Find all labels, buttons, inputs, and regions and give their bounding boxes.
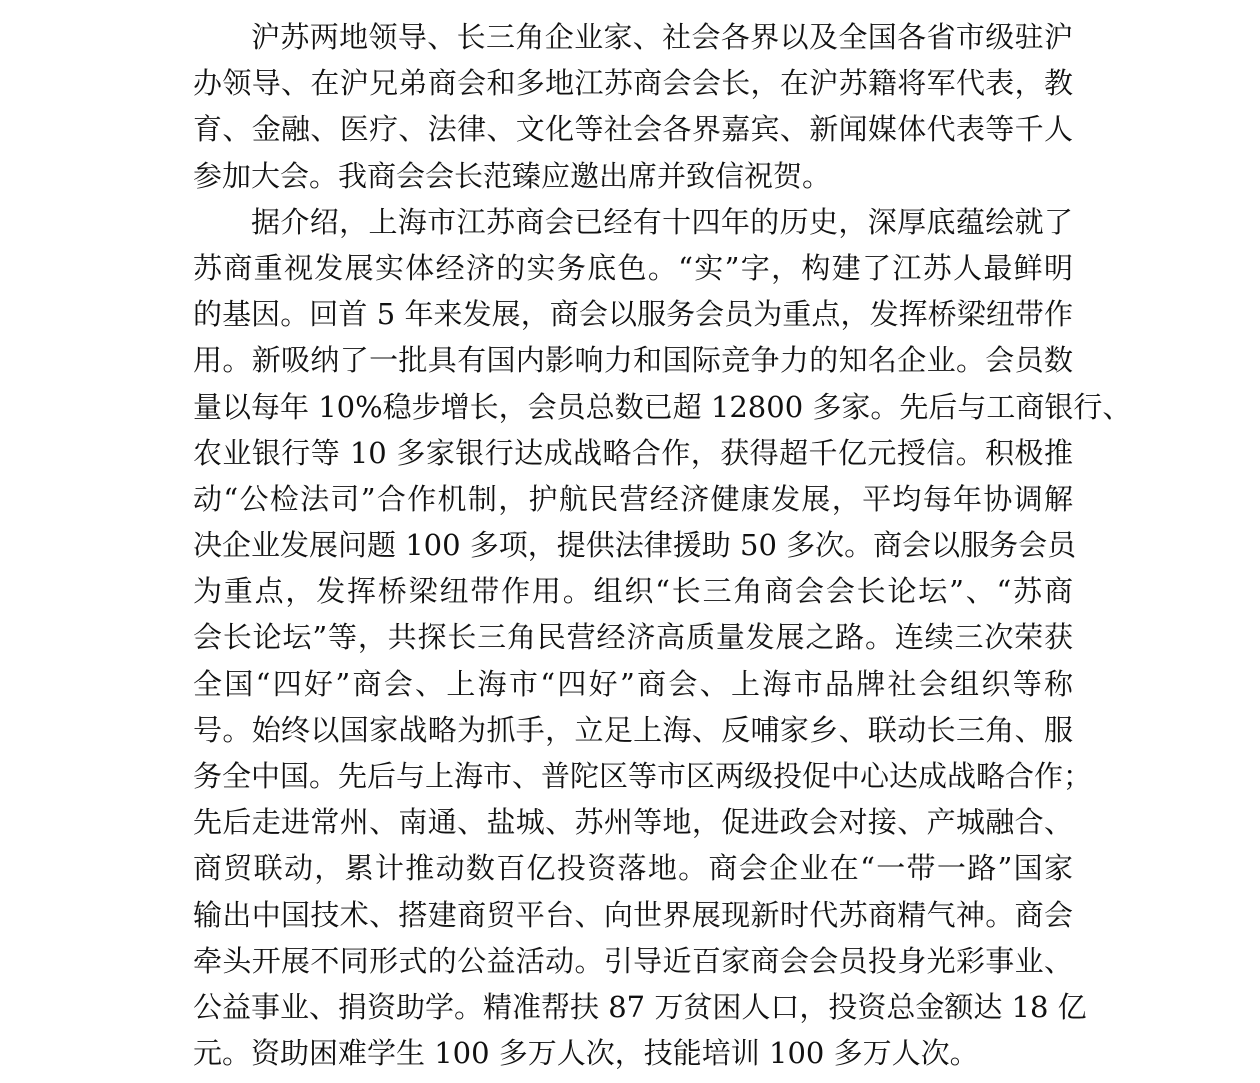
text-line: 参加大会。我商会会长范臻应邀出席并致信祝贺。 [193,158,832,193]
text-line: 全国“四好”商会、上海市“四好”商会、上海市品牌社会组织等称 [193,666,1073,701]
text-line: 动“公检法司”合作机制，护航民营经济健康发展，平均每年协调解 [193,481,1073,516]
text-line: 务全中国。先后与上海市、普陀区等市区两级投促中心达成战略合作； [193,759,1093,793]
text-line: 公益事业、捐资助学。精准帮扶 87 万贫困人口，投资总金额达 18 亿 [193,989,1087,1024]
text-line: 办领导、在沪兄弟商会和多地江苏商会会长，在沪苏籍将军代表，教 [193,66,1073,101]
text-line: 沪苏两地领导、长三角企业家、社会各界以及全国各省市级驻沪 [251,20,1073,54]
text-line: 的基因。回首 5 年来发展，商会以服务会员为重点，发挥桥梁纽带作 [193,297,1073,332]
text-line: 决企业发展问题 100 多项，提供法律援助 50 多次。商会以服务会员 [193,528,1077,563]
paragraph-2 [193,199,1132,1077]
text-line: 商贸联动，累计推动数百亿投资落地。商会企业在“一带一路”国家 [193,851,1073,886]
text-line: 用。新吸纳了一批具有国内影响力和国际竞争力的知名企业。会员数 [193,343,1073,378]
text-line: 据介绍，上海市江苏商会已经有十四年的历史，深厚底蕴绘就了 [251,204,1073,239]
paragraph-1 [193,14,1073,199]
text-line: 为重点，发挥桥梁纽带作用。组织“长三角商会会长论坛”、“苏商 [193,574,1073,609]
text-line: 号。始终以国家战略为抓手，立足上海、反哺家乡、联动长三角、服 [193,712,1073,747]
text-line: 牵头开展不同形式的公益活动。引导近百家商会会员投身光彩事业、 [193,943,1073,978]
text-line: 先后走进常州、南通、盐城、苏州等地，促进政会对接、产城融合、 [193,805,1073,840]
text-line: 苏商重视发展实体经济的实务底色。“实”字，构建了江苏人最鲜明 [193,250,1073,285]
text-line: 会长论坛”等，共探长三角民营经济高质量发展之路。连续三次荣获 [193,620,1073,655]
text-line: 输出中国技术、搭建商贸平台、向世界展现新时代苏商精气神。商会 [193,897,1073,932]
text-line: 农业银行等 10 多家银行达成战略合作，获得超千亿元授信。积极推 [193,435,1073,470]
text-line: 量以每年 10%稳步增长，会员总数已超 12800 多家。先后与工商银行、 [193,389,1132,424]
text-line: 元。资助困难学生 100 多万人次，技能培训 100 多万人次。 [193,1036,979,1071]
document-page [193,14,1132,1076]
text-line: 育、金融、医疗、法律、文化等社会各界嘉宾、新闻媒体代表等千人 [193,112,1073,147]
